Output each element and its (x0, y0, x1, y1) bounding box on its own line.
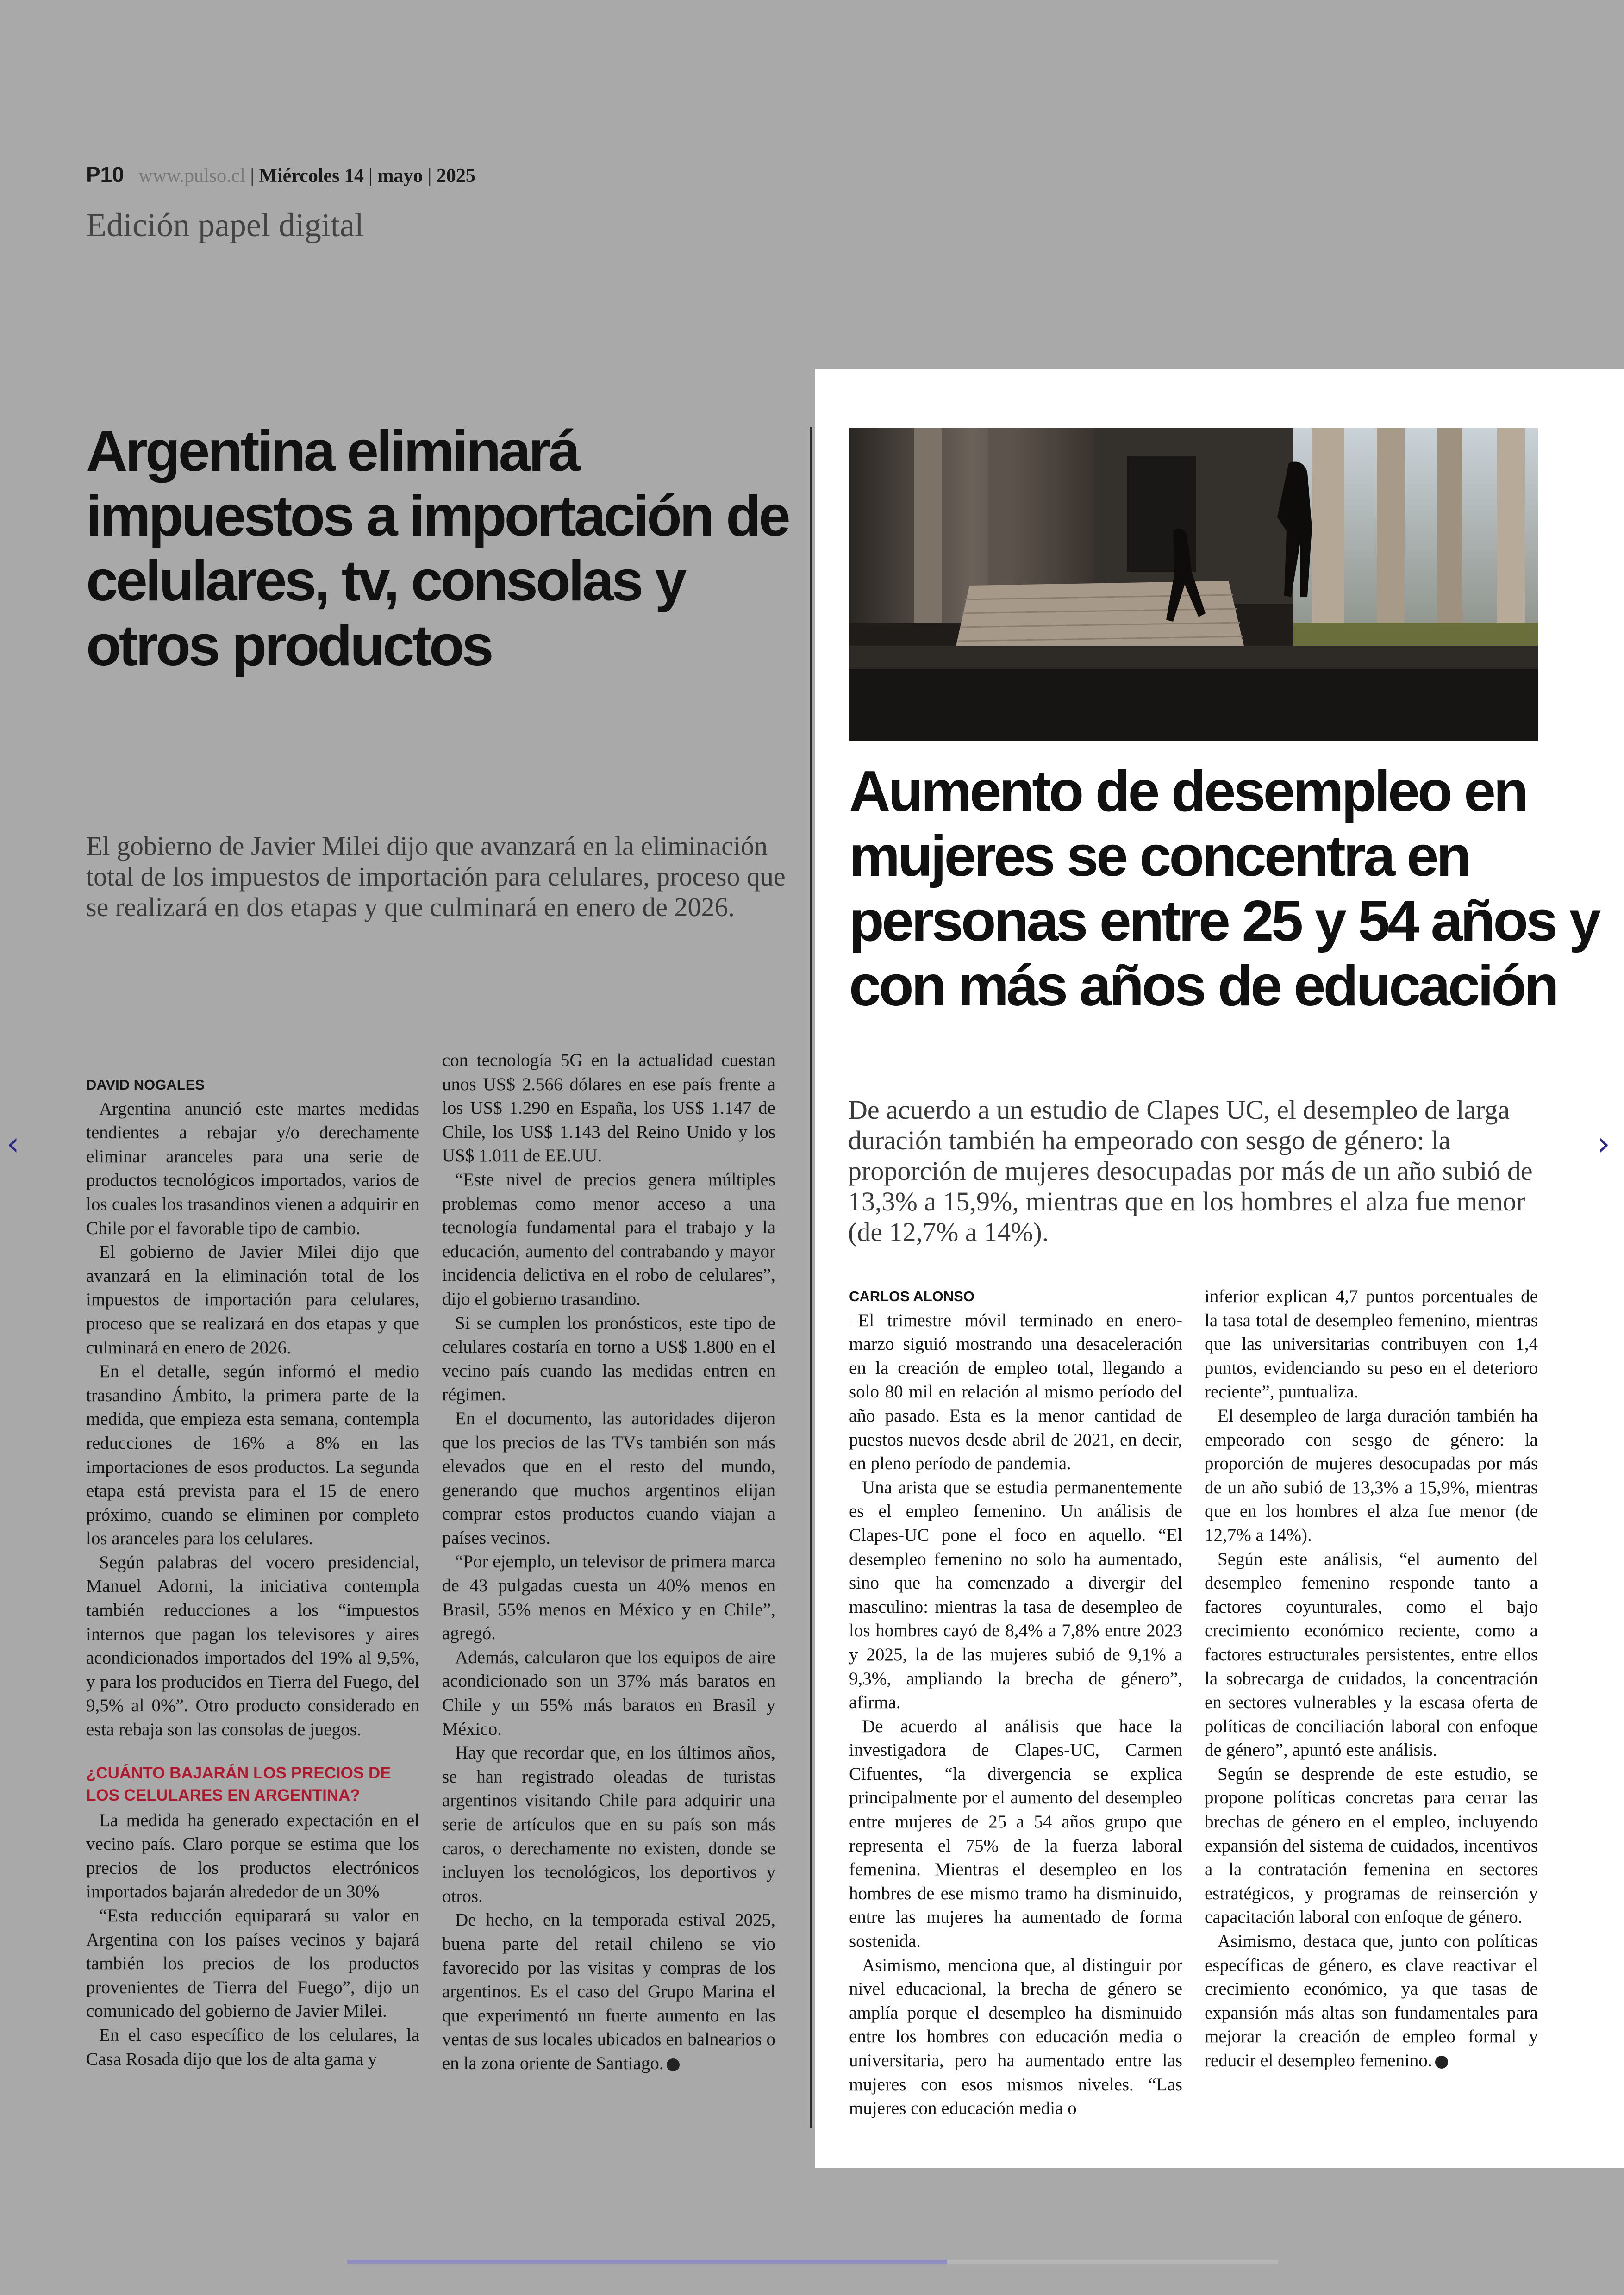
paragraph-text: De hecho, en la temporada estival 2025, buena parte del retail chileno se vio favorecido por las visitas y compras de los argentinos. Es el caso del Grupo Marina el que experimentó un fuerte aumento en las ventas de sus locales ubicados en balnearios o en la zona oriente de Santiago. (442, 1910, 775, 2073)
left-article-column-1 (86, 1073, 419, 2071)
header-month: mayo (377, 165, 423, 187)
paragraph: En el caso específico de los celulares, la Casa Rosada dijo que los de alta gama y (86, 2025, 419, 2069)
previous-page-icon[interactable]: ‹ (6, 1125, 19, 1163)
paragraph: Además, calcularon que los equipos de aire acondicionado son un 37% más baratos en Chile y un 55% más baratos en Brasil y México. (442, 1647, 775, 1739)
paragraph: Según se desprende de este estudio, se propone políticas concretas para cerrar las brechas de género en el empleo, incluyendo expansión del sistema de cuidados, incentivos a la contratación femenina en sectores estratégicos, y programas de reinserción y capacitación laboral con enfoque de género. (1205, 1764, 1538, 1927)
next-page-icon[interactable]: › (1597, 1125, 1610, 1163)
paragraph: Si se cumplen los pronósticos, este tipo de celulares costaría en torno a US$ 1.800 en el vecino país cuando las medidas entren en régimen. (442, 1313, 775, 1405)
left-article-subtitle: El gobierno de Javier Milei dijo que avanzará en la eliminación total de los impuestos de importación para celulares, proceso que se realizará en dos etapas y que culminará en enero de 2026. (86, 831, 786, 922)
paragraph: El desempleo de larga duración también ha empeorado con sesgo de género: la proporción de mujeres desocupadas por más de un año subió de 13,3% a 15,9%, mientras que en los hombres el alza fue menor (de 12,7% a 14%). (1205, 1405, 1538, 1545)
header-year: 2025 (436, 165, 475, 187)
right-article-subtitle: De acuerdo a un estudio de Clapes UC, el desempleo de larga duración también ha empeorado con sesgo de género: la proporción de mujeres desocupadas por más de un año subió de 13,3% a 15,9%, mientras que en los hombres el alza fue menor (de 12,7% a 14%). (848, 1095, 1533, 1247)
paragraph: con tecnología 5G en la actualidad cuestan unos US$ 2.566 dólares en ese país frente a los US$ 1.290 en España, los US$ 1.147 de Chile, los US$ 1.143 del Reino Unido y los US$ 1.011 de EE.UU. (442, 1050, 775, 1166)
paragraph: El gobierno de Javier Milei dijo que avanzará en la eliminación total de los impuestos de importación para celulares, proceso que se realizará en dos etapas y que culminará en enero de 2026. (86, 1242, 419, 1358)
paragraph: “Esta reducción equiparará su valor en Argentina con los países vecinos y bajará también los precios de los productos provenientes de Tierra del Fuego”, dijo un comunicado del gobierno de Javier Milei. (86, 1906, 419, 2021)
header-day: Miércoles 14 (259, 165, 364, 187)
column-divider (810, 427, 812, 2128)
left-article-column-2 (442, 1048, 775, 2076)
photo-illustration (849, 428, 1538, 741)
paragraph-last (442, 1908, 775, 2075)
paragraph: inferior explican 4,7 puntos porcentuales de la tasa total de desempleo femenino, mientras que las universitarias contribuyen con 1,4 puntos, evidenciando su peso en el deterioro reciente”, puntualiza. (1205, 1286, 1538, 1402)
paragraph: Según palabras del vocero presidencial, Manuel Adorni, la iniciativa contempla también reducciones a los “impuestos internos que pagan los televisores y aires acondicionados importados del 19% al 9,5%, y para los producidos en Tierra del Fuego, del 9,5% al 0%”. Otro producto considerado en esta rebaja son las consolas de juegos. (86, 1552, 419, 1740)
reading-progress-fill (347, 2260, 947, 2264)
edition-label: Edición papel digital (86, 206, 364, 243)
page-number: P10 (86, 162, 124, 187)
paragraph: Argentina anunció este martes medidas tendientes a rebajar y/o derechamente eliminar aranceles para una serie de productos tecnológicos importados, varios de los cuales los trasandinos vienen a adquirir en Chile por el favorable tipo de cambio. (86, 1098, 419, 1238)
paragraph: De acuerdo al análisis que hace la investigadora de Clapes-UC, Carmen Cifuentes, “la divergencia se explica principalmente por el aumento del desempleo entre mujeres de 25 a 54 años grupo que representa el 75% de la fuerza laboral femenina. Mientras el desempleo en los hombres de ese mismo tramo ha disminuido, entre las mujeres ha aumentado de forma sostenida. (849, 1716, 1182, 1952)
right-article-author: CARLOS ALONSO (849, 1288, 974, 1304)
paragraph: “Este nivel de precios genera múltiples problemas como menor acceso a una tecnología fundamental para el trabajo y la educación, aumento del contrabando y mayor incidencia delictiva en el robo de celulares”, dijo el gobierno trasandino. (442, 1169, 775, 1309)
paragraph: “Por ejemplo, un televisor de primera marca de 43 pulgadas cuesta un 40% menos en Brasil, 55% menos en México y en Chile”, agregó. (442, 1552, 775, 1644)
paragraph-text: Asimismo, destaca que, junto con políticas específicas de género, es clave reactivar el crecimiento económico, ya que tasas de expansión más altas son fundamentales para mejorar la creación de empleo formal y reducir el desempleo femenino. (1205, 1931, 1538, 2070)
paragraph: Hay que recordar que, en los últimos años, se han registrado oleadas de turistas argentinos visitando Chile para adquirir una serie de artículos que en su país son más caros, o derechamente no existen, donde se incluyen los tecnológicos, los deportivos y otros. (442, 1743, 775, 1906)
paragraph: En el detalle, según informó el medio trasandino Ámbito, la primera parte de la medida, que empieza esta semana, contempla reducciones de 16% a 8% en las importaciones de esos productos. La segunda etapa está prevista para el 15 de enero próximo, cuando se eliminen por completo los aranceles para los celulares. (86, 1361, 419, 1549)
article-photo (849, 428, 1538, 741)
page-header: P10 www.pulso.cl | Miércoles 14 | mayo | 2025 (86, 162, 475, 187)
paragraph: Una arista que se estudia permanentemente es el empleo femenino. Un análisis de Clapes-UC pone el foco en aquello. “El desempleo femenino no solo ha aumentado, sino que ha comenzado a divergir del masculino: mientras la tasa de desempleo de los hombres cayó de 8,4% a 7,8% entre 2023 y 2025, la de las mujeres subió de 9,1% a 9,3%, ampliando la brecha de género”, afirma. (849, 1477, 1182, 1713)
right-article-column-2 (1205, 1285, 1538, 2073)
paragraph-last (1205, 1929, 1538, 2073)
end-of-article-icon (1435, 2056, 1448, 2069)
paragraph: En el documento, las autoridades dijeron que los precios de las TVs también son más elevados que en el resto del mundo, generando que muchos argentinos elijan comprar estos productos cuando viajan a países vecinos. (442, 1408, 775, 1548)
right-article-column-1 (849, 1285, 1182, 2120)
paragraph: Asimismo, menciona que, al distinguir por nivel educacional, la brecha de género se amplía porque el desempleo ha disminuido entre los hombres con educación media o universitaria, pero ha aumentado entre las mujeres con esos mismos niveles. “Las mujeres con educación media o (849, 1955, 1182, 2119)
paragraph: –El trimestre móvil terminado en enero-marzo siguió mostrando una desaceleración en la creación de empleo total, llegando a solo 80 mil en relación al mismo período del año pasado. Esta es la menor cantidad de puestos nuevos desde abril de 2021, en decir, en pleno período de pandemia. (849, 1310, 1182, 1474)
end-of-article-icon (667, 2058, 680, 2071)
right-article-title: Aumento de desempleo en mujeres se concentra en personas entre 25 y 54 años y con más años de educación (849, 760, 1599, 1018)
website-link[interactable]: www.pulso.cl (138, 165, 245, 187)
left-article-title: Argentina eliminará impuestos a importación de celulares, tv, consolas y otros productos (86, 419, 788, 678)
paragraph: Según este análisis, “el aumento del desempleo femenino responde tanto a factores coyunturales, como el bajo crecimiento económico reciente, como a factores estructurales persistentes, entre ellos la sobrecarga de cuidados, la concentración en sectores vulnerables y la escasa oferta de políticas de conciliación laboral con enfoque de género”, apuntó este análisis. (1205, 1549, 1538, 1760)
left-article-author: DAVID NOGALES (86, 1077, 205, 1093)
paragraph: La medida ha generado expectación en el vecino país. Claro porque se estima que los precios de los productos electrónicos importados bajarán alrededor de un 30% (86, 1810, 419, 1902)
left-article-subheading: ¿CUÁNTO BAJARÁN LOS PRECIOS DE LOS CELULARES EN ARGENTINA? (86, 1764, 391, 1804)
